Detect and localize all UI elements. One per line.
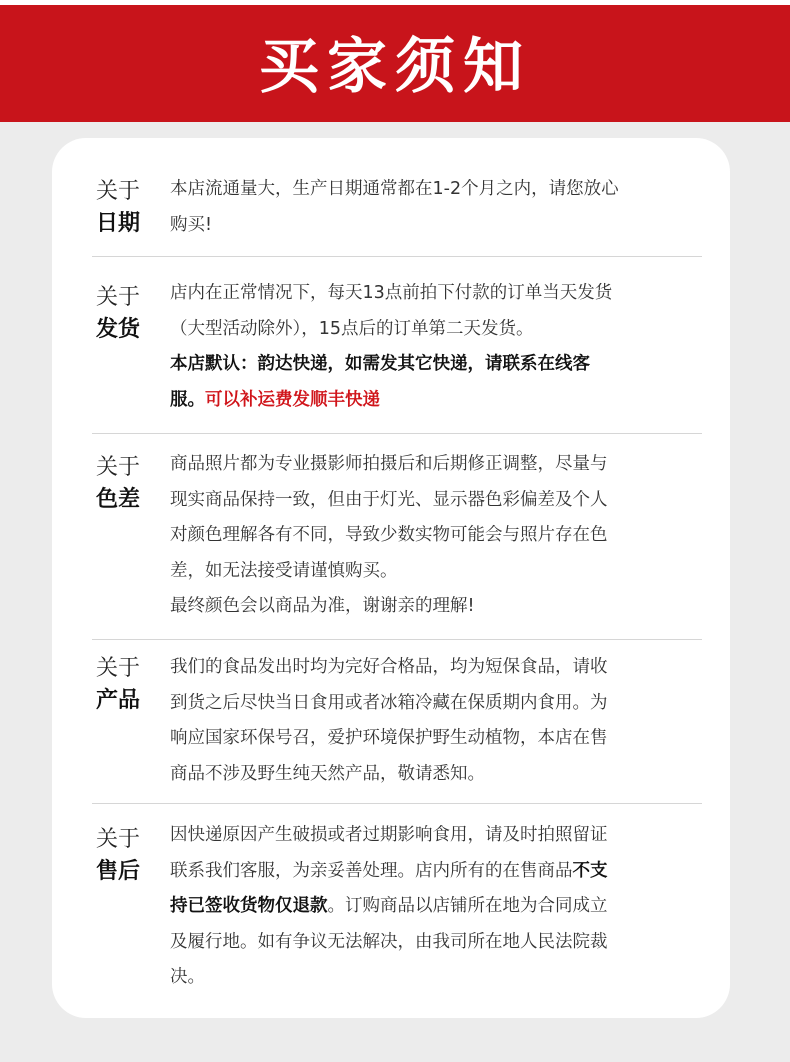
body-line-mixed bbox=[170, 889, 702, 925]
heading-topic: 产品 bbox=[96, 688, 141, 713]
body-line-mixed bbox=[170, 854, 702, 890]
body-line: 因快递原因产生破损或者过期影响食用，请及时拍照留证 bbox=[170, 825, 608, 845]
section-heading bbox=[96, 452, 156, 516]
bold-text: 不支 bbox=[572, 860, 608, 881]
body-line: 及履行地。如有争议无法解决，由我司所在地人民法院裁 bbox=[170, 931, 608, 952]
body-line: 最终颜色会以商品为准，谢谢亲的理解! bbox=[170, 596, 475, 616]
body-line: （大型活动除外），15点后的订单第二天发货。 bbox=[170, 318, 534, 339]
bold-text: 服。 bbox=[170, 389, 205, 410]
body-line: 店内在正常情况下，每天13点前拍下付款的订单当天发货 bbox=[170, 283, 613, 303]
page-title: 买家须知 bbox=[259, 31, 531, 102]
bold-text: 持已签收货物仅退款 bbox=[170, 896, 328, 916]
heading-prefix: 关于 bbox=[96, 827, 141, 852]
section-body bbox=[170, 447, 702, 625]
body-line: 购买! bbox=[170, 214, 213, 235]
heading-prefix: 关于 bbox=[96, 455, 141, 480]
highlight-text: 可以补运费发顺丰快递 bbox=[205, 389, 380, 410]
heading-prefix: 关于 bbox=[96, 656, 141, 681]
heading-topic: 日期 bbox=[96, 211, 141, 236]
normal-text: 。订购商品以店铺所在地为合同成立 bbox=[327, 896, 608, 916]
section-body bbox=[170, 818, 702, 996]
section-heading bbox=[96, 824, 156, 888]
section-heading bbox=[96, 282, 156, 346]
body-line: 现实商品保持一致，但由于灯光、显示器色彩偏差及个人 bbox=[170, 489, 608, 510]
divider bbox=[92, 803, 702, 804]
body-line: 本店流通量大，生产日期通常都在1-2个月之内，请您放心 bbox=[170, 179, 619, 199]
heading-topic: 色差 bbox=[96, 487, 141, 512]
section-body bbox=[170, 276, 702, 418]
body-line: 我们的食品发出时均为完好合格品，均为短保食品，请收 bbox=[170, 657, 608, 677]
divider bbox=[92, 639, 702, 640]
body-line-mixed bbox=[170, 383, 702, 419]
body-line: 商品不涉及野生纯天然产品，敬请悉知。 bbox=[170, 763, 485, 784]
section-heading bbox=[96, 176, 156, 240]
body-line: 到货之后尽快当日食用或者冰箱冷藏在保质期内食用。为 bbox=[170, 692, 608, 713]
section-body bbox=[170, 650, 702, 792]
heading-topic: 售后 bbox=[96, 859, 141, 884]
section-heading bbox=[96, 653, 156, 717]
section-body bbox=[170, 172, 702, 243]
normal-text: 联系我们客服，为亲妥善处理。店内所有的在售商品 bbox=[170, 860, 573, 881]
body-line: 响应国家环保号召，爱护环境保护野生动植物，本店在售 bbox=[170, 728, 608, 748]
divider bbox=[92, 433, 702, 434]
heading-topic: 发货 bbox=[96, 317, 141, 342]
header-banner bbox=[0, 5, 790, 122]
body-line: 差，如无法接受请谨慎购买。 bbox=[170, 560, 398, 581]
body-line: 商品照片都为专业摄影师拍摄后和后期修正调整，尽量与 bbox=[170, 454, 608, 474]
body-line-bold: 本店默认：韵达快递，如需发其它快递，请联系在线客 bbox=[170, 354, 590, 374]
divider bbox=[92, 256, 702, 257]
body-line: 决。 bbox=[170, 967, 205, 987]
notice-card bbox=[52, 138, 730, 1018]
body-line: 对颜色理解各有不同，导致少数实物可能会与照片存在色 bbox=[170, 525, 608, 545]
heading-prefix: 关于 bbox=[96, 179, 141, 204]
heading-prefix: 关于 bbox=[96, 285, 141, 310]
